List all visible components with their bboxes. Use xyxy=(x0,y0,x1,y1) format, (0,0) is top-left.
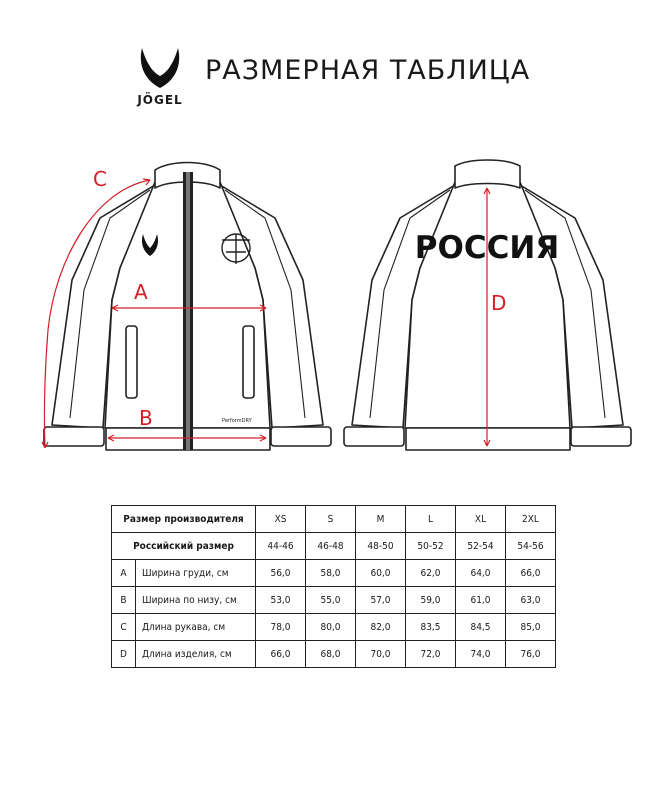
table-cell: 54-56 xyxy=(506,533,556,560)
row-label: Ширина груди, см xyxy=(136,560,256,587)
table-cell: 61,0 xyxy=(456,587,506,614)
table-row xyxy=(112,560,556,587)
table-cell: 78,0 xyxy=(256,614,306,641)
table-cell: 57,0 xyxy=(356,587,406,614)
table-cell: 84,5 xyxy=(456,614,506,641)
russian-size-label: Российский размер xyxy=(112,533,256,560)
table-header-row xyxy=(112,506,556,533)
back-right-cuff xyxy=(571,427,631,446)
front-jacket xyxy=(44,163,331,451)
measure-d-label: D xyxy=(491,291,507,315)
table-cell: 85,0 xyxy=(506,614,556,641)
table-cell: 53,0 xyxy=(256,587,306,614)
row-label: Ширина по низу, см xyxy=(136,587,256,614)
size-header: L xyxy=(406,506,456,533)
back-hem xyxy=(406,428,570,450)
table-cell: 63,0 xyxy=(506,587,556,614)
table-cell: 62,0 xyxy=(406,560,456,587)
front-right-pocket xyxy=(243,326,254,398)
table-cell: 80,0 xyxy=(306,614,356,641)
table-cell: 66,0 xyxy=(506,560,556,587)
row-code: C xyxy=(112,614,136,641)
row-code: D xyxy=(112,641,136,668)
table-cell: 58,0 xyxy=(306,560,356,587)
measure-b-label: B xyxy=(139,406,153,430)
table-cell: 50-52 xyxy=(406,533,456,560)
table-cell: 72,0 xyxy=(406,641,456,668)
front-left-cuff xyxy=(44,427,104,446)
back-collar xyxy=(455,160,520,188)
row-label: Длина изделия, см xyxy=(136,641,256,668)
back-left-cuff xyxy=(344,427,404,446)
size-header: XS xyxy=(256,506,306,533)
row-code: A xyxy=(112,560,136,587)
size-header: XL xyxy=(456,506,506,533)
brand-name: JÖGEL xyxy=(137,93,183,107)
jacket-drawing xyxy=(0,150,665,470)
row-code: B xyxy=(112,587,136,614)
table-cell: 46-48 xyxy=(306,533,356,560)
table-cell: 55,0 xyxy=(306,587,356,614)
table-cell: 76,0 xyxy=(506,641,556,668)
row-label: Длина рукава, см xyxy=(136,614,256,641)
table-cell: 82,0 xyxy=(356,614,406,641)
table-cell: 59,0 xyxy=(406,587,456,614)
size-header: 2XL xyxy=(506,506,556,533)
front-left-pocket xyxy=(126,326,137,398)
header-label: Размер производителя xyxy=(112,506,256,533)
measure-a-label: A xyxy=(134,280,148,304)
table-cell: 70,0 xyxy=(356,641,406,668)
table-row xyxy=(112,641,556,668)
table-row xyxy=(112,587,556,614)
table-cell: 64,0 xyxy=(456,560,506,587)
table-cell: 48-50 xyxy=(356,533,406,560)
front-right-cuff xyxy=(271,427,331,446)
table-cell: 56,0 xyxy=(256,560,306,587)
size-header: M xyxy=(356,506,406,533)
chest-brand-text: PerformDRY xyxy=(222,418,252,424)
table-row xyxy=(112,614,556,641)
russian-size-row xyxy=(112,533,556,560)
table-cell: 68,0 xyxy=(306,641,356,668)
table-cell: 66,0 xyxy=(256,641,306,668)
page-title: РАЗМЕРНАЯ ТАБЛИЦА xyxy=(205,55,531,86)
table-cell: 83,5 xyxy=(406,614,456,641)
table-cell: 52-54 xyxy=(456,533,506,560)
table-cell: 74,0 xyxy=(456,641,506,668)
jogel-logo-icon xyxy=(136,46,184,90)
size-header: S xyxy=(306,506,356,533)
back-print-text: РОССИЯ xyxy=(414,230,560,266)
table-cell: 44-46 xyxy=(256,533,306,560)
table-cell: 60,0 xyxy=(356,560,406,587)
size-table xyxy=(111,505,556,668)
measure-c-label: C xyxy=(93,167,107,191)
